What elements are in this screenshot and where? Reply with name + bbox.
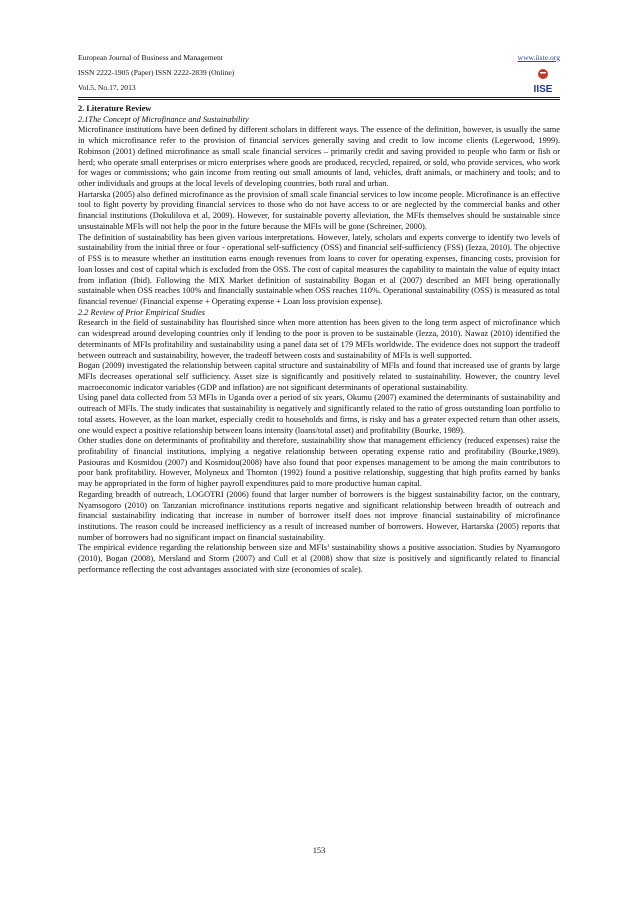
page-number: 153 <box>312 846 326 855</box>
paragraph: Regarding breadth of outreach, LOGOTRI (2006) found that larger number of borrowers is the biggest sustainability factor, on the contrary, Nyamsogoro (2010) on Tanzanian microfinance institutions reports negative and significant relationship between breadth of outreach and financial sustainability indicating that increase in number of borrower itself does not improve financial sustainability of microfinance institutions. The reason could be increased inefficiency as a result of increased number of borrowers. However, Hartarska (2005) reports that number of borrowers had no significant impact on financial sustainability. <box>78 489 560 542</box>
section-title: 2. Literature Review <box>78 104 152 113</box>
paragraph: Bogan (2009) investigated the relationship between capital structure and sustainability of MFIs and found that increased use of grants by large MFIs decreases operational self sufficiency. Asset size is significantly and positively related to sustainability. However, the country level macroeconomic indicator variables (GDP and inflation) are not significant determinants of operational sustainability. <box>78 361 560 392</box>
header-rule-bottom <box>78 99 560 100</box>
article-body <box>78 104 560 576</box>
paragraph: Other studies done on determinants of profitability and therefore, sustainability show that management efficiency (reduced expenses) raise the profitability of financial institutions, implying a negative relationship between operating expense ratio and profitability (Bourke,1989). Pasiouras and Kosmidou (2007) and Kosmidou(2008) have also found that poor expenses management to be among the main contributors to poor bank profitability. However, Molyneux and Thornton (1992) found a positive relationship, suggesting that high profits earned by banks may be appropriated in the form of higher payroll expenditures paid to more productive human capital. <box>78 436 560 489</box>
subsection-title-2: 2.2 Review of Prior Empirical Studies <box>78 307 205 317</box>
iiste-logo <box>525 68 561 94</box>
paragraph: The definition of sustainability has been given various interpretations. However, lately, scholars and experts converge to identify two levels of sustainability from the initial three or four - operational self-sufficiency (OSS) and financial self-sufficiency (FSS) (Iezza, 2010). The objective of FSS is to measure whether an institution earns enough revenues from loans to cover for operating expenses, financing costs, provision for loan losses and cost of capital which is excluded from the OSS. The cost of capital measures the capability to maintain the value of equity intact from inflation (Ibid). Following the MIX Market definition of sustainability Bogan et al (2007) described an MFI being operationally sustainable when OSS reaches 100% and financially sustainable when OSS reaches 110%. Operational sustainability (OSS) is measured as total financial revenue/ (Financial expense + Operating expense + Loan loss provision expense). <box>78 232 560 306</box>
issn: ISSN 2222-1905 (Paper) ISSN 2222-2839 (Online) <box>78 68 235 77</box>
logo-text: IISE <box>533 84 553 94</box>
paragraph: Research in the field of sustainability has flourished since when more attention has been given to the long term aspect of microfinance which can widespread around developing countries only if lending to the poor is proven to be sustainable (Iezza, 2010). Nawaz (2010) identified the determinants of MFIs profitability and sustainability using a panel data set of 179 MFIs worldwide. The evidence does not support the tradeoff between outreach and sustainability, however, the tradeoff between costs and sustainability of MFIs is well supported. <box>78 318 560 360</box>
paragraph: Hartarska (2005) also defined microfinance as the provision of small scale financial services to low income people. Microfinance is an effective tool to fight poverty by providing financial services to those who do not have access to or are neglected by the commercial banks and other financial institutions (Dokulilova et al, 2009). However, for sustainable poverty alleviation, the MFIs themselves should be sustainable since unsustainable MFIs will not help the poor in the future because the MFIs will be gone (Schreiner, 2000). <box>78 189 560 231</box>
volume-info: Vol.5, No.17, 2013 <box>78 83 136 92</box>
journal-name: European Journal of Business and Management <box>78 53 223 62</box>
paragraph: Using panel data collected from 53 MFIs in Uganda over a period of six years, Okumu (2007) examined the determinants of sustainability and outreach of MFIs. The study indicates that sustainability is negatively and significantly related to the ratio of gross outstanding loan portfolio to total assets. However, as the loan market, especially credit to households and firms, is risky and has a greater expected return than other assets, one would expect a positive relationship between loans intensity (loans/total asset) and profitability (Bourke, 1989). <box>78 393 560 435</box>
subsection-title-1: 2.1The Concept of Microfinance and Sustainability <box>78 114 249 124</box>
paragraph: The empirical evidence regarding the relationship between size and MFIs’ sustainability shows a positive association. Studies by Nyamsogoro (2010), Bogan (2008), Mersland and Storm (2007) and Cull et al (2008) show that size is positively and significantly related to financial performance reflecting the cost advantages associated with size (economies of scale). <box>78 543 560 574</box>
journal-url-link[interactable]: www.iiste.org <box>517 53 560 62</box>
paragraph: Microfinance institutions have been defined by different scholars in different ways. The essence of the definition, however, is usually the same in which microfinance refer to the provision of financial services generally saving and credit to low income clients (Legerwood, 1999). Robinson (2001) defined microfinance as small scale financial services – primarily credit and saving provided to people who farm or fish or herd; who operate small enterprises or micro enterprises where goods are produced, recycled, repaired, or sold, who provide services, who work for wages or commissions; who gain income from renting out small amounts of land, vehicles, draft animals, or machinery and tools; and to other individuals and groups at the local levels of developing countries, both rural and urban. <box>78 125 560 189</box>
header-rule-top <box>78 97 560 98</box>
